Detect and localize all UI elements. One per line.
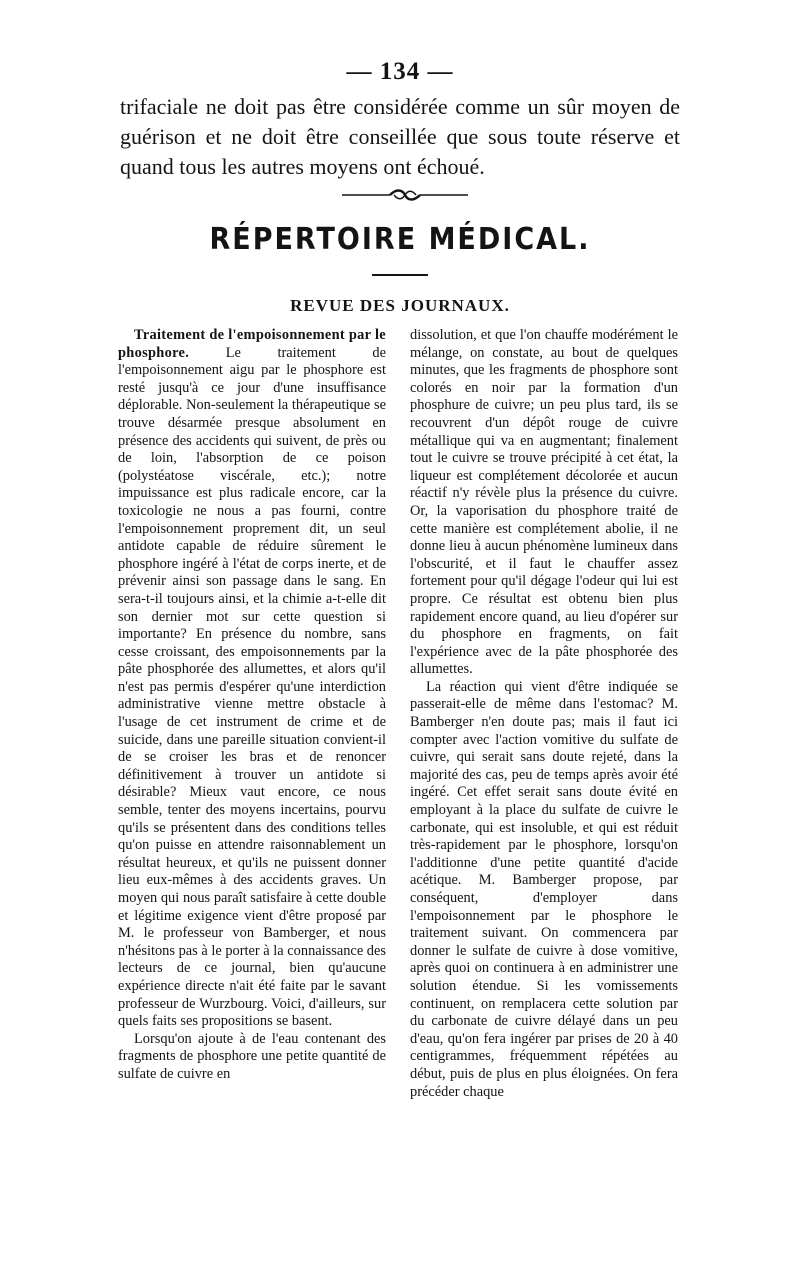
article-body: Le traitement de l'empoisonnement aigu par le phosphore est resté jusqu'à ce jour d'une insuffisance déplorable. Non-seulement la thérapeutique se trouve désarmée presque absolument en présence des accidents qui suivent, de près ou de loin, l'absorption de ce poison (polystéatose viscérale, etc.); notre impuissance est plus radicale encore, car la toxicologie ne nous a pas fourni, contre l'empoisonnement proprement dit, un seul antidote capable de réduire sûrement le phosphore ingéré à l'état de corps inerte, et de prévenir ainsi son passage dans le sang. En sera-t-il toujours ainsi, et la chimie a-t-elle dit son dernier mot sur cette question si importante? En présence du nombre, sans cesse croissant, des empoisonnements par la pâte phosphorée des allumettes, et alors qu'il n'est pas permis d'espérer qu'une interdiction administrative vienne mettre obstacle à l'usage de cet instrument de crime et de suicide, dans une pareille situation convient-il de se croiser les bras et de renoncer définitivement à trouver un antidote si désirable? Mieux vaut encore, ce nous semble, tenter des moyens incertains, pourvu qu'ils se présentent dans des conditions telles qu'on puisse en attendre raisonnablement un résultat heureux, et qu'ils ne puissent donner lieu eux-mêmes à des accidents graves. Un moyen qui nous paraît satisfaire à cette double et légitime exigence vient d'être proposé par M. le professeur von Bamberger, et nous n'hésitons pas à le porter à la connaissance des lecteurs de ce journal, bien qu'aucune expérience directe n'ait été faite par le savant professeur de Wurzbourg. Voici, d'ailleurs, sur quels faits ses propositions se basent. (118, 344, 386, 1030)
ornament-divider (340, 188, 470, 202)
subsection-title: REVUE DES JOURNAUX. (290, 296, 510, 315)
article-paragraph: dissolution, et que l'on chauffe modérément le mélange, on constate, au bout de quelques minutes, que les fragments de phosphore sont colorés en noir par la formation d'un phosphure de cuivre; un peu plus tard, ils se recouvrent d'un dépôt rouge de cuivre métallique qui va en augmentant; finalement tout le cuivre se trouve précipité à cet état, la liqueur est complétement décolorée et aucun réactif n'y révèle plus la présence du cuivre. Or, la vaporisation du phosphore traité de cette manière est complétement abolie, il ne donne lieu à aucun phénomène lumineux dans l'obscurité, et il faut le chauffer assez fortement pour qu'il dégage l'odeur qui lui est propre. Ce résultat est obtenu bien plus rapidement encore quand, au lieu d'opérer sur du phosphore en fragments, on fait l'expérience avec de la pâte phosphorée des allumettes. (410, 327, 678, 678)
section-title: RÉPERTOIRE MÉDICAL. (209, 222, 591, 257)
page-number: — 134 — (346, 58, 454, 85)
intro-paragraph: trifaciale ne doit pas être considérée comme un sûr moyen de guérison et ne doit être conseillée que sous toute réserve et quand tous les autres moyens ont échoué. (120, 94, 680, 179)
article-paragraph (118, 327, 386, 1031)
title-rule (372, 274, 428, 276)
article-heading: Traitement de l'empoisonnement par le phosphore. (118, 327, 386, 361)
right-column (410, 327, 678, 1157)
article-paragraph: La réaction qui vient d'être indiquée se passerait-elle de même dans l'estomac? M. Bamberger n'en doute pas; mais il faut ici compter avec l'action vomitive du sulfate de cuivre, qui serait sans doute rejeté, dans la majorité des cas, peu de temps après avoir été ingéré. Cet effet serait sans doute évité en employant à la place du sulfate de cuivre le carbonate, qui est insoluble, et qui est réduit très-rapidement par le phosphore, lorsqu'on l'additionne d'une petite quantité d'acide acétique. M. Bamberger propose, par conséquent, d'employer dans l'empoisonnement par le phosphore le traitement suivant. On commencera par donner le sulfate de cuivre à dose vomitive, après quoi on continuera à en administrer une solution étendue. Si les vomissements continuent, on remplacera cette solution par du carbonate de cuivre délayé dans un peu d'eau, qu'on fera ingérer par prises de 20 à 40 centigrammes, fréquemment répétées au début, puis de plus en plus éloignées. On fera précéder chaque (410, 678, 678, 1100)
article-paragraph: Lorsqu'on ajoute à de l'eau contenant des fragments de phosphore une petite quantité de sulfate de cuivre en (118, 1030, 386, 1082)
left-column (118, 327, 386, 1157)
